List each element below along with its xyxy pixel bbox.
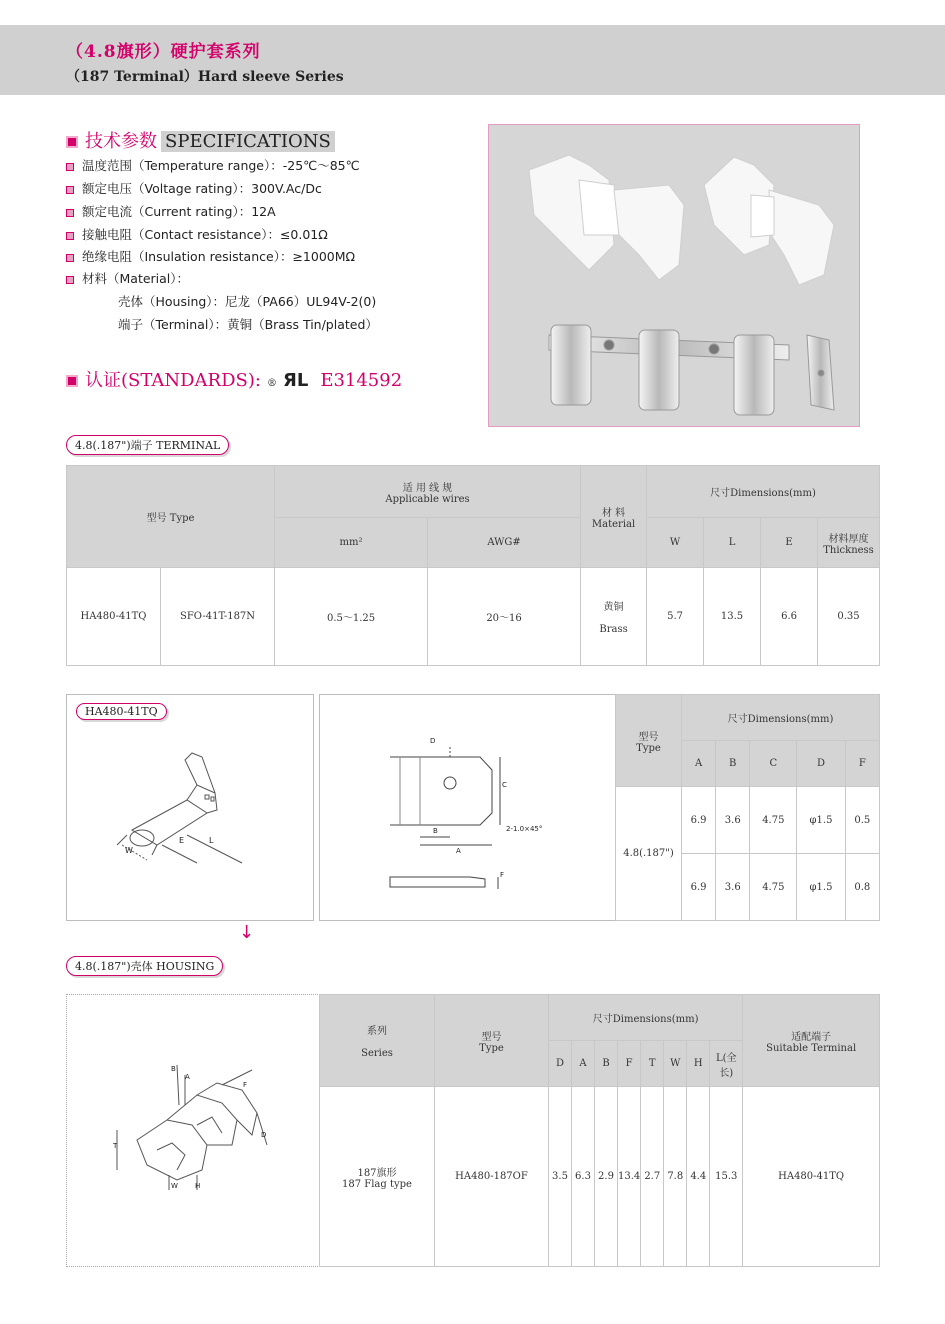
col-header: F [618, 1041, 641, 1087]
cell: φ1.5 [797, 854, 845, 921]
bullet-icon [66, 186, 74, 194]
material-header [581, 466, 647, 568]
thickness-cell: 0.35 [818, 568, 880, 666]
dim-label-c: C [502, 781, 507, 789]
spec-row [66, 156, 360, 174]
series-header [320, 995, 435, 1087]
col-header: L(全长) [710, 1041, 743, 1087]
bullet-icon [66, 276, 74, 284]
cell: 2.9 [595, 1087, 618, 1267]
title-en: （187 Terminal）Hard sleeve Series [66, 69, 344, 85]
spec-row [66, 269, 189, 287]
spec-current: 额定电流（Current rating）：12A [82, 204, 276, 219]
cell: 7.8 [664, 1087, 687, 1267]
housing-photo-right [704, 157, 834, 285]
cell: 0.8 [845, 854, 879, 921]
spec-row [66, 202, 276, 220]
table-row [320, 1087, 880, 1267]
tab-terminal-photo [807, 335, 834, 410]
dim-label-e: E [179, 836, 185, 845]
col-a-header: A [682, 741, 716, 787]
terminal-drawing-pill: HA480-41TQ [76, 703, 167, 720]
housing-type-en: Type [479, 1042, 504, 1054]
housing-section-pill: 4.8(.187")壳体 HOUSING [66, 956, 223, 976]
dim-label-b: B [433, 827, 438, 835]
housing-dim-t: T [113, 1142, 118, 1150]
spec-temperature: 温度范围（Temperature range）：-25℃～85℃ [82, 158, 360, 173]
bullet-icon [66, 209, 74, 217]
cell: 4.75 [750, 854, 797, 921]
cell: 6.3 [572, 1087, 595, 1267]
tab-dimensions-table [615, 694, 880, 921]
header-band [0, 25, 945, 95]
spec-voltage: 额定电压（Voltage rating）：300V.Ac/Dc [82, 181, 322, 196]
e-cell: 6.6 [761, 568, 818, 666]
cell: 6.9 [682, 854, 716, 921]
housing-type-header [435, 995, 549, 1087]
spec-row [66, 247, 355, 265]
spec-row [66, 179, 322, 197]
spec-row [66, 225, 328, 243]
spec-material-housing: 壳体（Housing）：尼龙（PA66）UL94V-2(0) [118, 294, 377, 309]
cell: 3.5 [549, 1087, 572, 1267]
wires-header-en: Applicable wires [385, 493, 470, 505]
cell: 2.7 [641, 1087, 664, 1267]
standards-label: 认证(STANDARDS): [85, 370, 261, 391]
terminal-strip-photo [549, 325, 789, 415]
cell: φ1.5 [797, 787, 845, 854]
material-cn: 黄铜 [603, 602, 624, 613]
cell: 3.6 [716, 854, 750, 921]
dim-label-a: A [456, 847, 461, 855]
table-row [67, 568, 880, 666]
housing-photo-left [529, 155, 684, 280]
standards-code: E314592 [320, 370, 403, 391]
cell: 0.5 [845, 787, 879, 854]
bullet-square-icon [66, 136, 78, 148]
housing-table [319, 994, 880, 1267]
bullet-square-icon [66, 375, 78, 387]
material-header-cn: 材 料 [601, 507, 626, 519]
specifications-heading [66, 127, 335, 153]
thickness-header [818, 518, 880, 568]
tab-type-cn: 型号 [638, 731, 659, 743]
tab-type-en: Type [636, 742, 661, 754]
dims-header: 尺寸Dimensions(mm) [647, 466, 880, 518]
housing-type-cn: 型号 [481, 1031, 502, 1043]
housing-dim-a: A [185, 1073, 190, 1081]
thickness-header-en: Thickness [823, 544, 874, 556]
cell: 4.75 [750, 787, 797, 854]
dim-label-l: L [209, 836, 214, 845]
suitable-en: Suitable Terminal [766, 1042, 857, 1054]
awg-cell: 20～16 [428, 568, 581, 666]
material-cell [581, 568, 647, 666]
col-header: B [595, 1041, 618, 1087]
material-en: Brass [599, 624, 628, 635]
col-header: A [572, 1041, 595, 1087]
col-header: D [549, 1041, 572, 1087]
dim-label-chamfer: 2-1.0×45° [506, 825, 543, 833]
col-header: T [641, 1041, 664, 1087]
tab-type-header [616, 695, 682, 787]
mm2-cell: 0.5～1.25 [275, 568, 428, 666]
w-cell: 5.7 [647, 568, 704, 666]
cell: 15.3 [710, 1087, 743, 1267]
material-header-en: Material [591, 518, 636, 530]
bullet-icon [66, 232, 74, 240]
cell: 6.9 [682, 787, 716, 854]
spec-heading-en: SPECIFICATIONS [161, 131, 335, 152]
ul-logo-icon: ЯL [282, 370, 309, 391]
registered-mark: ® [266, 378, 277, 389]
tab-drawing-panel [319, 694, 616, 921]
title-cn: （4.8旗形）硬护套系列 [66, 42, 261, 62]
model-cell: SFO-41T-187N [161, 568, 275, 666]
spec-material: 材料（Material）： [82, 271, 190, 286]
series-en: 187 Flag type [342, 1178, 412, 1190]
col-c-header: C [750, 741, 797, 787]
housing-dim-d: D [261, 1131, 267, 1139]
cell: 3.6 [716, 787, 750, 854]
housing-dim-f: F [243, 1081, 248, 1089]
tab-model-cell: 4.8(.187") [616, 787, 682, 921]
terminal-drawing-panel [66, 694, 314, 921]
series-header-en: Series [361, 1048, 393, 1059]
suitable-cell: HA480-41TQ [743, 1087, 880, 1267]
product-photo [488, 124, 860, 427]
housing-dim-w: W [171, 1182, 178, 1190]
tab-dims-header: 尺寸Dimensions(mm) [682, 695, 880, 741]
dim-label-w: W [125, 846, 133, 855]
series-header-cn: 系列 [367, 1026, 387, 1037]
cell: 4.4 [687, 1087, 710, 1267]
suitable-terminal-header [743, 995, 880, 1087]
standards-line [66, 366, 402, 392]
spec-material-terminal: 端子（Terminal）：黄铜（Brass Tin/plated） [118, 317, 378, 332]
terminal-table [66, 465, 880, 666]
cell: 13.4 [618, 1087, 641, 1267]
awg-header: AWG# [428, 518, 581, 568]
col-header: W [664, 1041, 687, 1087]
bullet-icon [66, 163, 74, 171]
spec-heading-cn: 技术参数 [85, 131, 157, 152]
model-cell: HA480-41TQ [67, 568, 161, 666]
l-cell: 13.5 [704, 568, 761, 666]
mm2-header: mm² [275, 518, 428, 568]
series-cn: 187旗形 [357, 1167, 397, 1179]
wires-header-cn: 适 用 线 规 [402, 482, 453, 494]
housing-type-cell: HA480-187OF [435, 1087, 549, 1267]
w-header: W [647, 518, 704, 568]
col-header: H [687, 1041, 710, 1087]
wires-header [275, 466, 581, 518]
dim-label-d: D [430, 737, 436, 745]
spec-contact-resistance: 接触电阻（Contact resistance）：≤0.01Ω [82, 227, 328, 242]
thickness-header-cn: 材料厚度 [828, 533, 869, 545]
dim-label-f: F [500, 871, 505, 879]
terminal-section-pill: 4.8(.187")端子 TERMINAL [66, 435, 229, 455]
col-d-header: D [797, 741, 845, 787]
housing-drawing-panel [66, 994, 320, 1267]
col-b-header: B [716, 741, 750, 787]
l-header: L [704, 518, 761, 568]
bullet-icon [66, 254, 74, 262]
housing-dims-header: 尺寸Dimensions(mm) [549, 995, 743, 1041]
type-header: 型号 Type [67, 466, 275, 568]
series-cell [320, 1087, 435, 1267]
col-f-header: F [845, 741, 879, 787]
spec-insulation: 绝缘电阻（Insulation resistance）：≥1000MΩ [82, 249, 356, 264]
table-row [616, 787, 880, 854]
down-arrow-icon: ↓ [239, 922, 255, 943]
housing-dim-h: H [195, 1182, 201, 1190]
e-header: E [761, 518, 818, 568]
suitable-cn: 适配端子 [791, 1031, 832, 1043]
housing-dim-b: B [171, 1065, 176, 1073]
